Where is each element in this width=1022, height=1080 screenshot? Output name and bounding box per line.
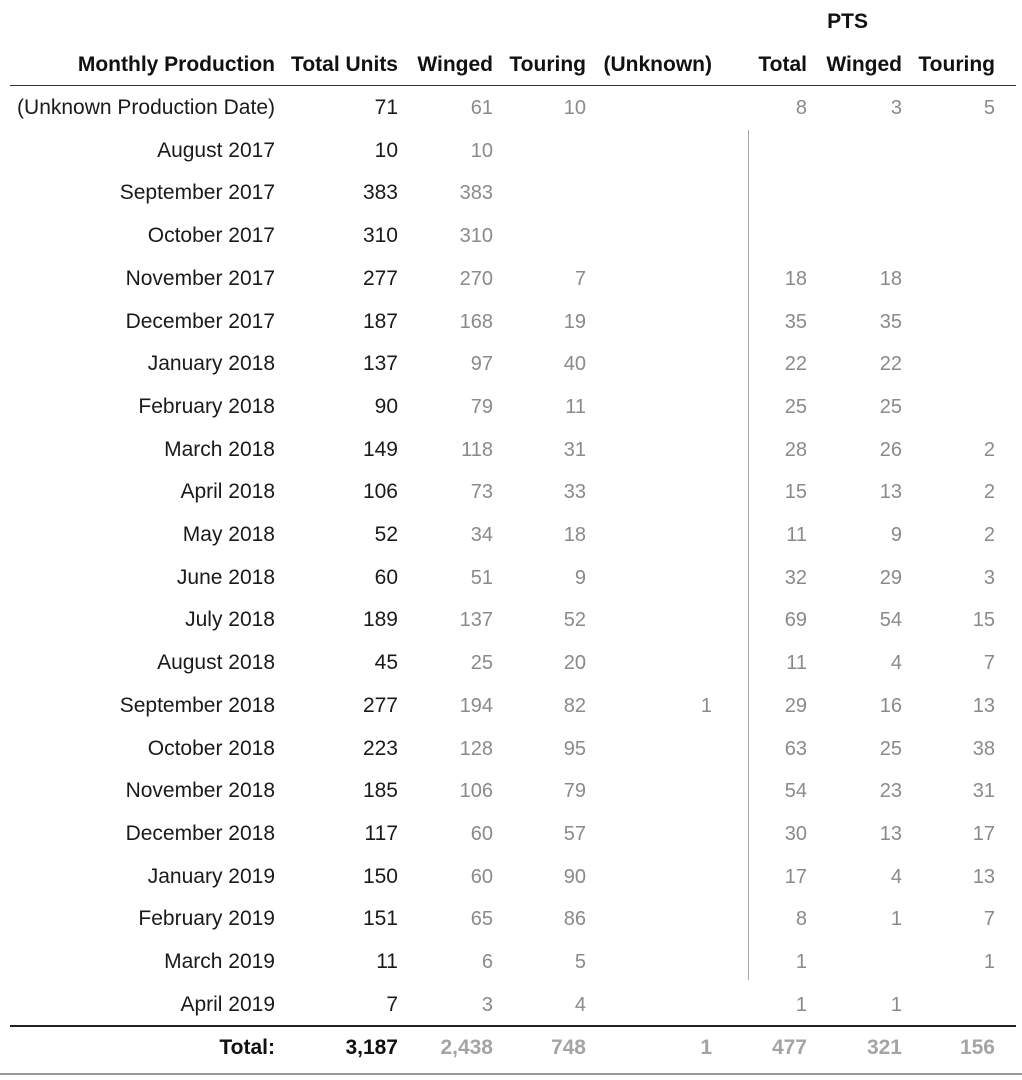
cell-unknown: [595, 224, 712, 248]
cell-touring: 95: [563, 738, 586, 760]
cell-winged: 137: [459, 609, 493, 631]
cell-pts-total: 69: [784, 609, 807, 631]
cell-pts-total: [740, 224, 807, 248]
cell-total-units: 52: [374, 523, 398, 546]
cell-pts-total: 1: [795, 994, 807, 1016]
cell-pts-touring: 2: [983, 524, 995, 546]
cell-pts-total: 63: [784, 738, 807, 760]
cell-unknown: [595, 181, 712, 205]
cell-unknown: [595, 310, 712, 334]
row-label: October 2017: [147, 224, 275, 247]
cell-winged: 270: [459, 268, 493, 290]
cell-unknown: [595, 950, 712, 974]
cell-pts-winged: 9: [890, 524, 902, 546]
cell-unknown: [595, 523, 712, 547]
cell-unknown: [595, 779, 712, 803]
cell-pts-winged: 3: [890, 97, 902, 119]
total-row-pts-total: 477: [771, 1036, 807, 1059]
total-row-label: Total:: [219, 1036, 275, 1059]
cell-total-units: 45: [374, 651, 398, 674]
cell-total-units: 7: [386, 993, 398, 1016]
cell-total-units: 277: [362, 694, 398, 717]
column-header-pts-winged: Winged: [826, 53, 902, 76]
row-label: August 2018: [157, 651, 275, 674]
cell-unknown: [595, 651, 712, 675]
cell-touring: [500, 181, 586, 205]
cell-pts-touring: 2: [983, 439, 995, 461]
cell-touring: 4: [574, 994, 586, 1016]
total-row-unknown: 1: [700, 1036, 712, 1059]
row-label: January 2019: [147, 865, 275, 888]
pts-divider: [748, 130, 749, 980]
cell-total-units: 150: [362, 865, 398, 888]
row-label: May 2018: [182, 523, 275, 546]
cell-winged: 194: [459, 695, 493, 717]
total-row-touring: 748: [550, 1036, 586, 1059]
cell-total-units: 71: [374, 96, 398, 119]
row-label: (Unknown Production Date): [17, 96, 275, 119]
cell-touring: [500, 224, 586, 248]
cell-pts-touring: 38: [972, 738, 995, 760]
cell-pts-touring: 1: [983, 951, 995, 973]
total-row-winged: 2,438: [440, 1036, 493, 1059]
column-header-total-units: Total Units: [291, 53, 398, 76]
cell-pts-touring: [910, 993, 995, 1017]
cell-pts-touring: 7: [983, 908, 995, 930]
column-header-touring: Touring: [509, 53, 586, 76]
row-label: January 2018: [147, 352, 275, 375]
cell-pts-total: 18: [784, 268, 807, 290]
cell-pts-total: 11: [786, 652, 807, 674]
cell-pts-touring: [910, 395, 995, 419]
cell-pts-total: 11: [786, 524, 807, 546]
cell-total-units: 223: [362, 737, 398, 760]
cell-touring: 9: [574, 567, 586, 589]
row-label: April 2019: [180, 993, 275, 1016]
cell-winged: 73: [470, 481, 493, 503]
cell-winged: 79: [470, 396, 493, 418]
cell-pts-winged: 13: [879, 823, 902, 845]
row-label: March 2019: [164, 950, 275, 973]
cell-pts-winged: 22: [879, 353, 902, 375]
cell-touring: 20: [563, 652, 586, 674]
cell-pts-winged: 25: [879, 396, 902, 418]
cell-pts-touring: 3: [983, 567, 995, 589]
cell-pts-touring: 2: [983, 481, 995, 503]
row-label: December 2017: [125, 310, 275, 333]
column-header-unknown: (Unknown): [603, 53, 712, 76]
cell-total-units: 310: [362, 224, 398, 247]
cell-pts-touring: [910, 139, 995, 163]
cell-touring: 11: [565, 396, 586, 418]
cell-total-units: 90: [374, 395, 398, 418]
cell-unknown: [595, 139, 712, 163]
cell-pts-winged: [815, 224, 902, 248]
cell-pts-total: 54: [784, 780, 807, 802]
cell-pts-total: 32: [784, 567, 807, 589]
cell-unknown: [595, 907, 712, 931]
cell-touring: 57: [563, 823, 586, 845]
row-label: April 2018: [180, 480, 275, 503]
cell-total-units: 189: [362, 608, 398, 631]
cell-unknown: [595, 96, 712, 120]
cell-total-units: 137: [362, 352, 398, 375]
total-row-total-units: 3,187: [345, 1036, 398, 1059]
cell-winged: 61: [470, 97, 493, 119]
cell-pts-winged: 35: [879, 311, 902, 333]
cell-winged: 65: [470, 908, 493, 930]
cell-unknown: [595, 822, 712, 846]
cell-unknown: [595, 267, 712, 291]
cell-pts-total: 35: [784, 311, 807, 333]
cell-pts-winged: 1: [890, 908, 902, 930]
cell-total-units: 187: [362, 310, 398, 333]
cell-winged: 106: [459, 780, 493, 802]
cell-touring: 31: [563, 439, 586, 461]
cell-total-units: 106: [362, 480, 398, 503]
cell-winged: 10: [470, 140, 493, 162]
cell-pts-total: 8: [795, 97, 807, 119]
cell-pts-total: 25: [784, 396, 807, 418]
cell-touring: [500, 139, 586, 163]
cell-unknown: [595, 993, 712, 1017]
cell-winged: 168: [459, 311, 493, 333]
cell-winged: 97: [470, 353, 493, 375]
cell-pts-winged: [815, 950, 902, 974]
cell-pts-winged: 23: [879, 780, 902, 802]
cell-total-units: 10: [374, 139, 398, 162]
column-header-monthly-production: Monthly Production: [77, 53, 275, 76]
cell-winged: 6: [481, 951, 493, 973]
cell-pts-total: 15: [784, 481, 807, 503]
cell-pts-winged: 1: [890, 994, 902, 1016]
cell-pts-winged: 29: [879, 567, 902, 589]
cell-pts-winged: 54: [879, 609, 902, 631]
cell-pts-total: 1: [795, 951, 807, 973]
cell-unknown: [595, 438, 712, 462]
cell-pts-touring: 31: [972, 780, 995, 802]
bottom-rule: [0, 1073, 1022, 1075]
cell-pts-touring: 13: [972, 695, 995, 717]
row-label: December 2018: [125, 822, 275, 845]
row-label: February 2019: [138, 907, 275, 930]
cell-total-units: 149: [362, 438, 398, 461]
cell-touring: 33: [563, 481, 586, 503]
cell-pts-total: [740, 139, 807, 163]
row-label: November 2018: [125, 779, 275, 802]
row-label: March 2018: [164, 438, 275, 461]
pts-group-header: PTS: [827, 10, 868, 33]
cell-winged: 310: [459, 225, 493, 247]
cell-pts-touring: [910, 352, 995, 376]
total-row-pts-winged: 321: [866, 1036, 902, 1059]
cell-pts-total: 17: [784, 866, 807, 888]
cell-total-units: 11: [376, 950, 398, 973]
cell-touring: 79: [563, 780, 586, 802]
cell-pts-touring: [910, 181, 995, 205]
row-label: November 2017: [125, 267, 275, 290]
cell-pts-total: 22: [784, 353, 807, 375]
cell-pts-touring: 13: [972, 866, 995, 888]
row-label: June 2018: [176, 566, 275, 589]
cell-unknown: [595, 352, 712, 376]
cell-pts-winged: 16: [879, 695, 902, 717]
cell-unknown: [595, 480, 712, 504]
cell-touring: 86: [563, 908, 586, 930]
cell-pts-touring: [910, 224, 995, 248]
cell-touring: 10: [563, 97, 586, 119]
row-label: September 2018: [119, 694, 275, 717]
cell-unknown: [595, 865, 712, 889]
cell-touring: 18: [563, 524, 586, 546]
cell-winged: 51: [470, 567, 493, 589]
cell-pts-winged: 18: [879, 268, 902, 290]
cell-pts-total: [740, 181, 807, 205]
cell-pts-winged: 25: [879, 738, 902, 760]
cell-total-units: 117: [364, 822, 398, 845]
cell-pts-total: 28: [784, 439, 807, 461]
cell-touring: 40: [563, 353, 586, 375]
cell-touring: 52: [563, 609, 586, 631]
cell-touring: 7: [574, 268, 586, 290]
cell-unknown: [595, 566, 712, 590]
cell-pts-touring: 7: [983, 652, 995, 674]
cell-touring: 82: [563, 695, 586, 717]
cell-pts-total: 30: [784, 823, 807, 845]
row-label: August 2017: [157, 139, 275, 162]
cell-total-units: 383: [362, 181, 398, 204]
header-rule: [10, 85, 1016, 86]
cell-winged: 60: [470, 823, 493, 845]
cell-pts-touring: [910, 267, 995, 291]
cell-winged: 60: [470, 866, 493, 888]
cell-total-units: 277: [362, 267, 398, 290]
cell-winged: 128: [459, 738, 493, 760]
total-rule: [10, 1025, 1016, 1027]
cell-unknown: [595, 737, 712, 761]
cell-pts-touring: [910, 310, 995, 334]
cell-winged: 383: [459, 182, 493, 204]
cell-pts-winged: 4: [890, 652, 902, 674]
cell-pts-touring: 15: [972, 609, 995, 631]
cell-pts-winged: [815, 181, 902, 205]
row-label: October 2018: [147, 737, 275, 760]
cell-pts-touring: 5: [983, 97, 995, 119]
cell-pts-total: 8: [795, 908, 807, 930]
cell-total-units: 60: [374, 566, 398, 589]
row-label: July 2018: [185, 608, 275, 631]
cell-pts-winged: 26: [879, 439, 902, 461]
cell-winged: 3: [481, 994, 493, 1016]
column-header-pts-total: Total: [758, 53, 807, 76]
row-label: February 2018: [138, 395, 275, 418]
cell-winged: 34: [470, 524, 493, 546]
cell-total-units: 185: [362, 779, 398, 802]
cell-pts-total: 29: [784, 695, 807, 717]
cell-pts-winged: [815, 139, 902, 163]
cell-touring: 90: [563, 866, 586, 888]
cell-unknown: [595, 395, 712, 419]
total-row-pts-touring: 156: [959, 1036, 995, 1059]
cell-total-units: 151: [362, 907, 398, 930]
cell-touring: 5: [574, 951, 586, 973]
cell-winged: 25: [470, 652, 493, 674]
cell-winged: 118: [461, 439, 493, 461]
cell-unknown: 1: [700, 695, 712, 717]
cell-pts-winged: 13: [879, 481, 902, 503]
column-header-pts-touring: Touring: [918, 53, 995, 76]
cell-touring: 19: [563, 311, 586, 333]
cell-pts-touring: 17: [972, 823, 995, 845]
row-label: September 2017: [119, 181, 275, 204]
cell-pts-winged: 4: [890, 866, 902, 888]
cell-unknown: [595, 608, 712, 632]
column-header-winged: Winged: [417, 53, 493, 76]
